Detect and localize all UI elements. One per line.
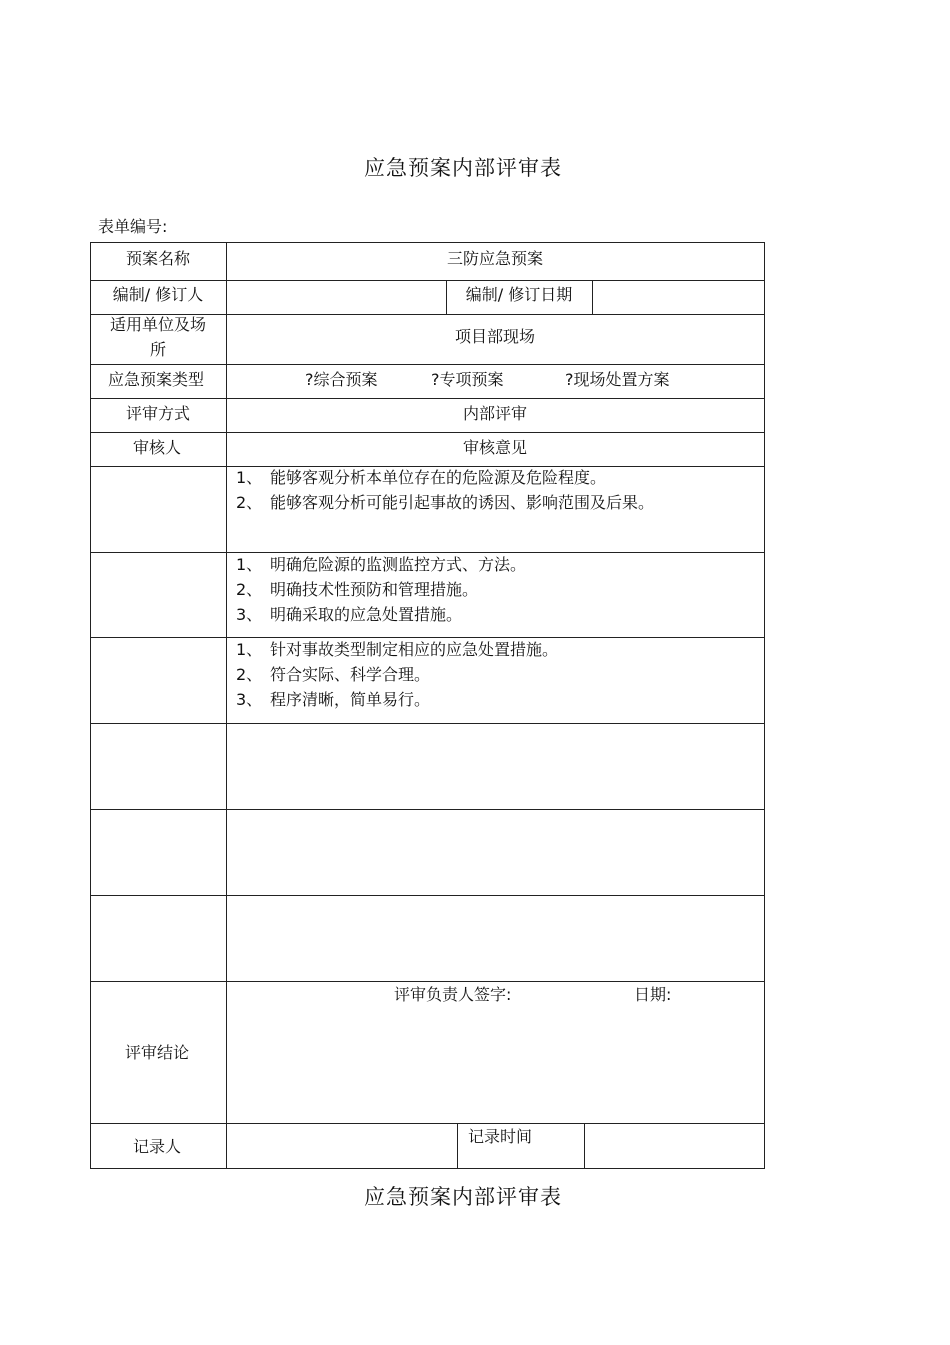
review-opinion-header: 审核意见: [462, 438, 528, 457]
plan-type-option-special[interactable]: ?专项预案: [431, 370, 504, 389]
list-item: 1、 针对事故类型制定相应的应急处置措施。: [236, 640, 559, 659]
conclusion-date-label: 日期:: [634, 985, 672, 1004]
plan-type-label: 应急预案类型: [107, 370, 205, 389]
edit-date-field[interactable]: [594, 282, 762, 312]
plan-name-label: 预案名称: [125, 249, 191, 268]
conclusion-label: 评审结论: [124, 1043, 190, 1062]
conclusion-field[interactable]: [228, 1010, 762, 1120]
opinion-field[interactable]: [228, 897, 762, 979]
editor-label: 编制/ 修订人: [112, 285, 204, 304]
opinion-field[interactable]: [228, 811, 762, 893]
list-item: 3、 程序清晰，简单易行。: [236, 690, 431, 709]
scope-value: 项目部现场: [454, 327, 536, 346]
footer-title: 应急预案内部评审表: [364, 1185, 562, 1209]
record-time-label: 记录时间: [468, 1127, 533, 1146]
scope-label-line2: 所: [149, 340, 167, 359]
plan-type-option-comprehensive[interactable]: ?综合预案: [305, 370, 378, 389]
list-item: 2、 符合实际、科学合理。: [236, 665, 431, 684]
review-method-label: 评审方式: [125, 404, 191, 423]
edit-date-label: 编制/ 修订日期: [465, 285, 573, 304]
reviewer-field[interactable]: [92, 725, 224, 807]
page-title: 应急预案内部评审表: [364, 156, 562, 180]
reviewer-field[interactable]: [92, 897, 224, 979]
record-time-field[interactable]: [586, 1125, 762, 1166]
recorder-field[interactable]: [228, 1125, 455, 1166]
recorder-label: 记录人: [132, 1137, 182, 1156]
form-number-label: 表单编号:: [98, 217, 168, 236]
signature-label: 评审负责人签字:: [394, 985, 512, 1004]
list-item: 1、 明确危险源的监测监控方式、方法。: [236, 555, 527, 574]
list-item: 2、 能够客观分析可能引起事故的诱因、影响范围及后果。: [236, 493, 655, 512]
list-item: 1、 能够客观分析本单位存在的危险源及危险程度。: [236, 468, 607, 487]
plan-type-option-onsite[interactable]: ?现场处置方案: [565, 370, 670, 389]
reviewer-field[interactable]: [92, 811, 224, 893]
reviewer-label: 审核人: [132, 438, 182, 457]
plan-name-value: 三防应急预案: [446, 249, 544, 268]
review-method-value: 内部评审: [462, 404, 528, 423]
list-item: 2、 明确技术性预防和管理措施。: [236, 580, 479, 599]
editor-field[interactable]: [228, 282, 444, 312]
list-item: 3、 明确采取的应急处置措施。: [236, 605, 463, 624]
scope-label-line1: 适用单位及场: [109, 315, 207, 334]
opinion-field[interactable]: [228, 725, 762, 807]
